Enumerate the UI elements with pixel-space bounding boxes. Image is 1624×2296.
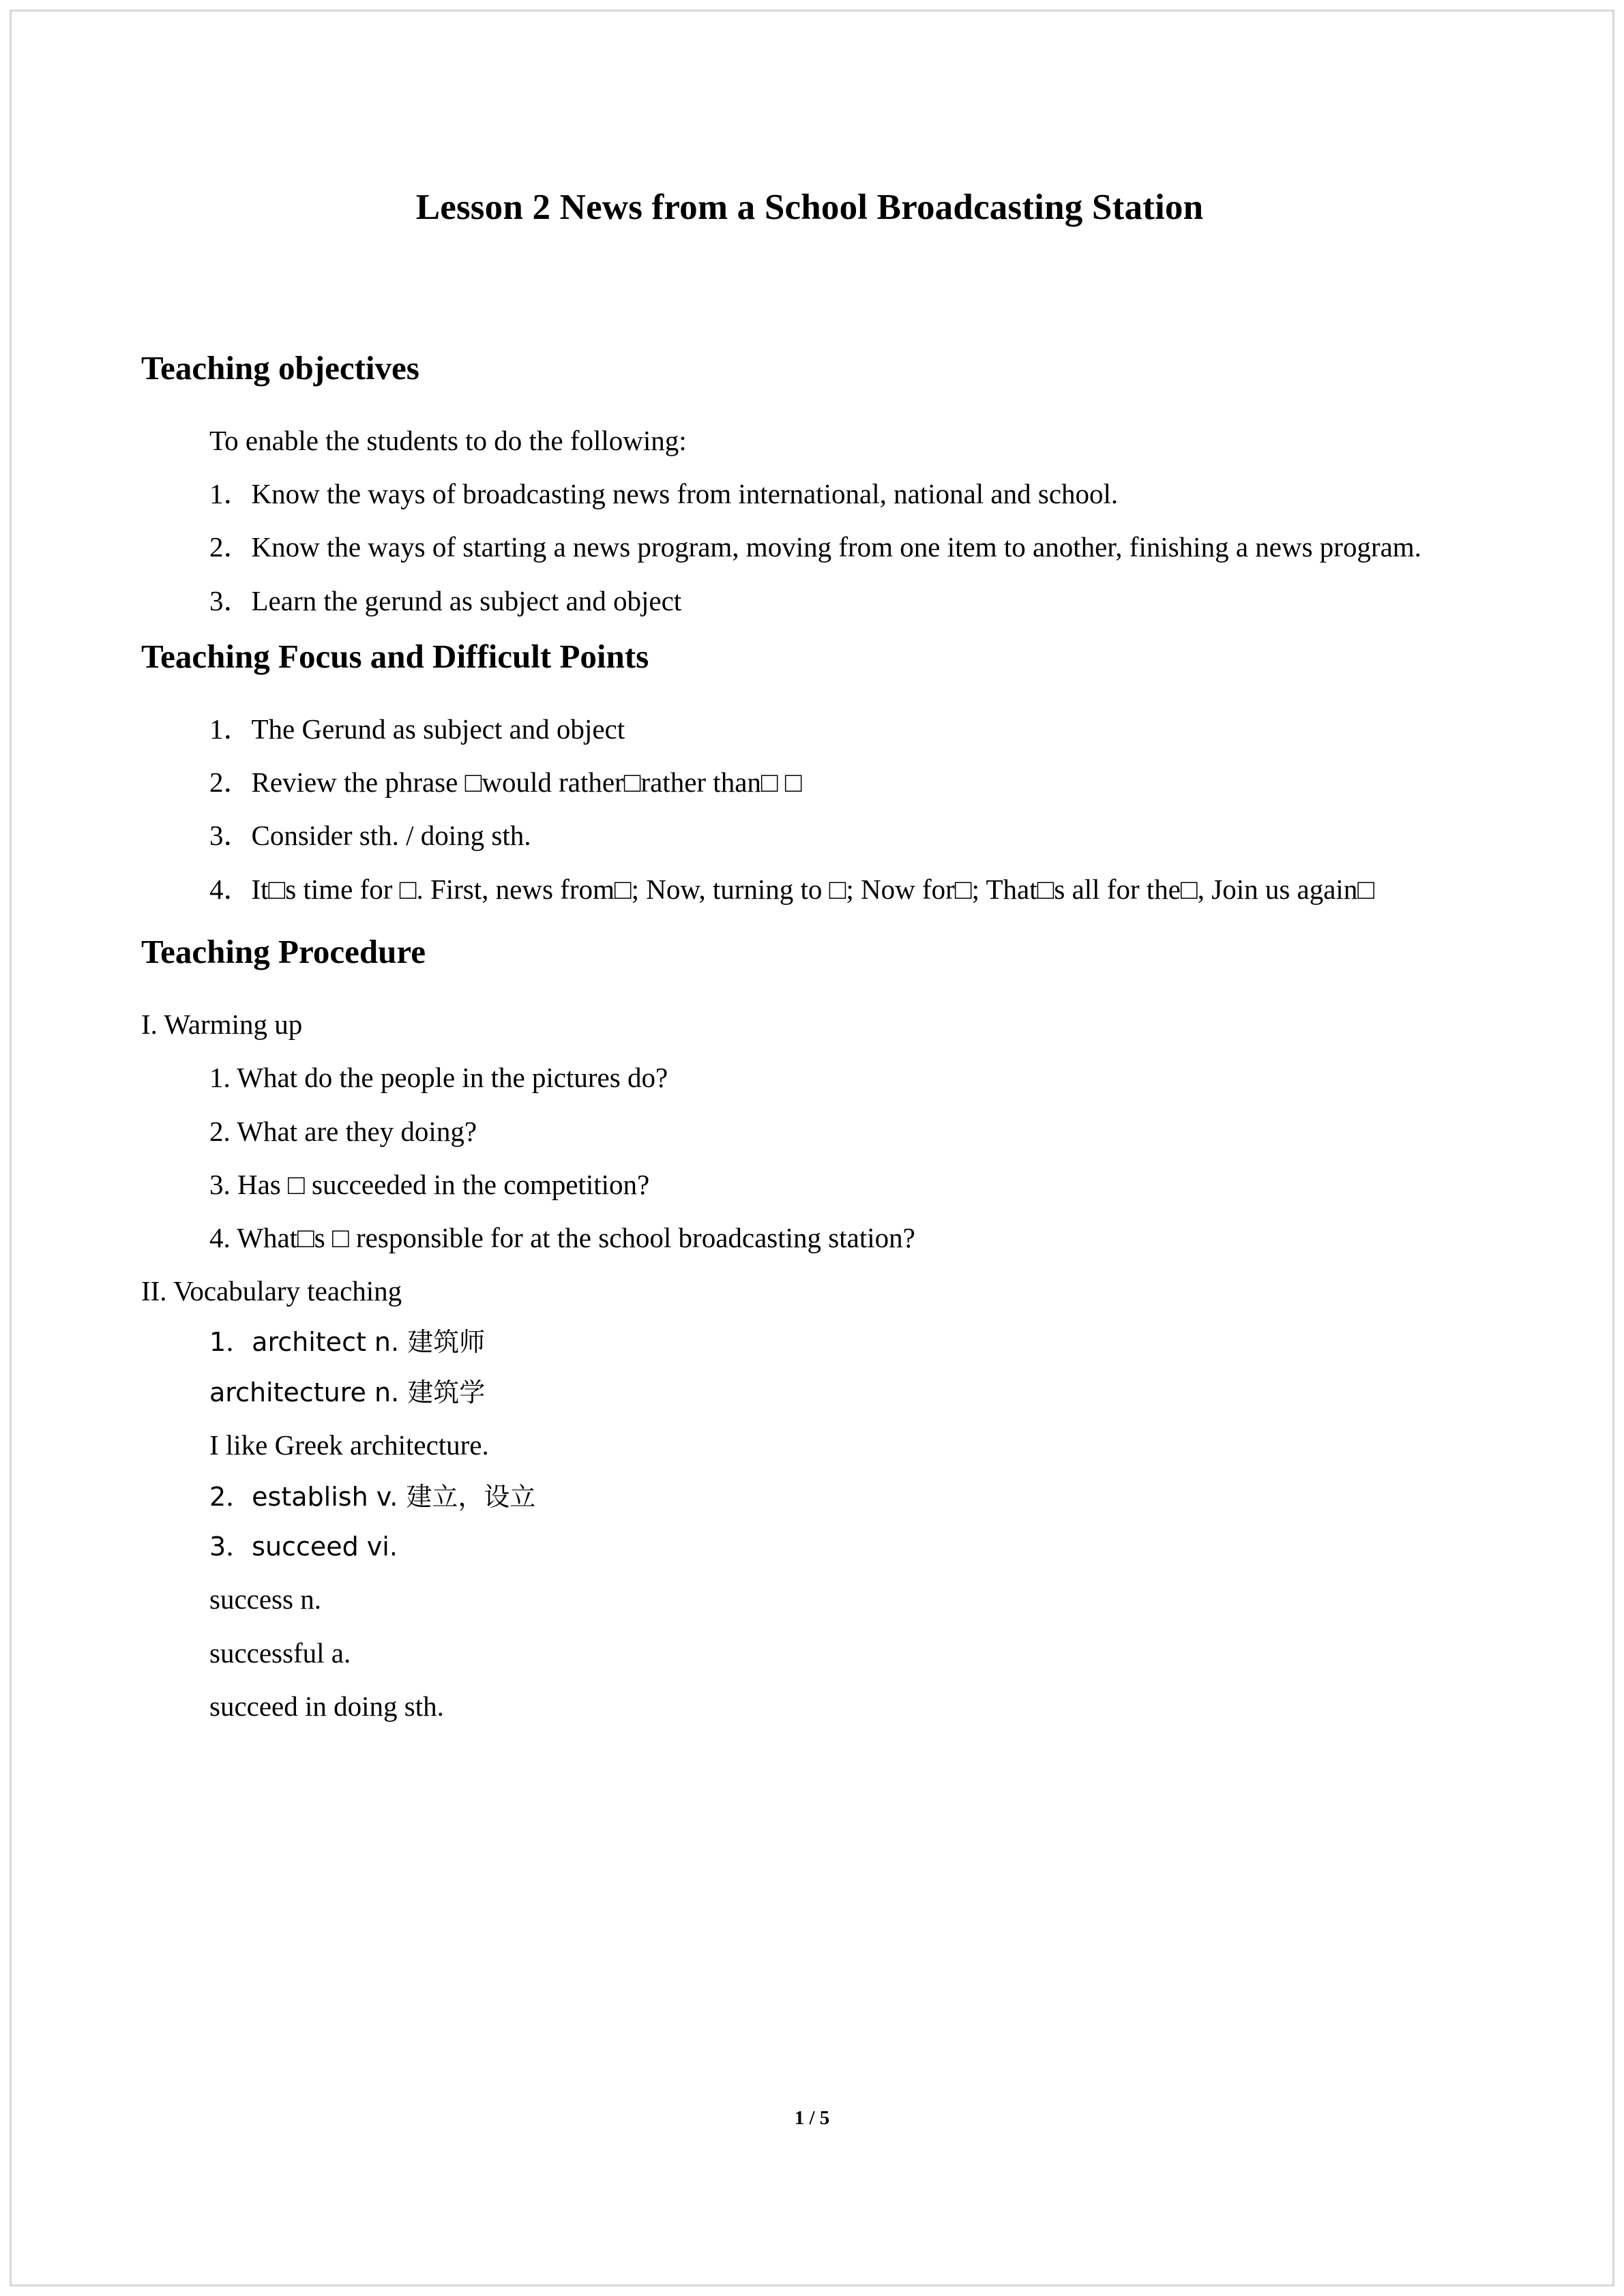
focus-item-3: 3．Consider sth. / doing sth. <box>209 820 531 852</box>
document-content <box>141 184 1478 1726</box>
heading-teaching-objectives: Teaching objectives <box>141 348 419 387</box>
warming-up-question-2: 2. What are they doing? <box>209 1115 477 1147</box>
vocabulary-item-3-success: success n. <box>209 1583 321 1615</box>
page-number: 1 / 5 <box>794 2107 830 2129</box>
vocabulary-item-1-architecture: architecture n. 建筑学 <box>209 1377 486 1408</box>
procedure-part-1-heading: I. Warming up <box>141 1009 303 1041</box>
vocabulary-item-3-successful: successful a. <box>209 1637 351 1669</box>
objective-item-2: 2．Know the ways of starting a news program, moving from one item to another, finishing a news program. <box>209 531 1421 563</box>
vocabulary-item-3-phrase: succeed in doing sth. <box>209 1690 444 1722</box>
vocabulary-item-1-example: I like Greek architecture. <box>209 1429 489 1461</box>
vocabulary-item-2: 2．establish v. 建立，设立 <box>209 1481 536 1512</box>
objective-item-1: 1．Know the ways of broadcasting news from international, national and school. <box>209 478 1119 510</box>
warming-up-question-3: 3. Has □ succeeded in the competition? <box>209 1168 650 1200</box>
heading-teaching-procedure: Teaching Procedure <box>141 932 426 970</box>
focus-item-2: 2．Review the phrase □would rather□rather than□ □ <box>209 766 802 799</box>
procedure-part-2-heading: II. Vocabulary teaching <box>141 1275 402 1307</box>
heading-teaching-focus: Teaching Focus and Difficult Points <box>141 637 649 675</box>
vocabulary-item-1: 1．architect n. 建筑师 <box>209 1327 486 1358</box>
vocabulary-item-3: 3．succeed vi. <box>209 1532 398 1562</box>
warming-up-question-4: 4. What□s □ responsible for at the school broadcasting station? <box>209 1221 915 1253</box>
page-title: Lesson 2 News from a School Broadcasting Station <box>415 188 1204 227</box>
objective-item-3: 3．Learn the gerund as subject and object <box>209 584 682 616</box>
objectives-intro: To enable the students to do the following: <box>209 425 687 457</box>
focus-item-4: 4．It□s time for □. First, news from□; Now, turning to □; Now for□; That□s all for the□, Join us again□ <box>209 873 1375 905</box>
focus-item-1: 1．The Gerund as subject and object <box>209 713 625 745</box>
warming-up-question-1: 1. What do the people in the pictures do? <box>209 1062 668 1094</box>
